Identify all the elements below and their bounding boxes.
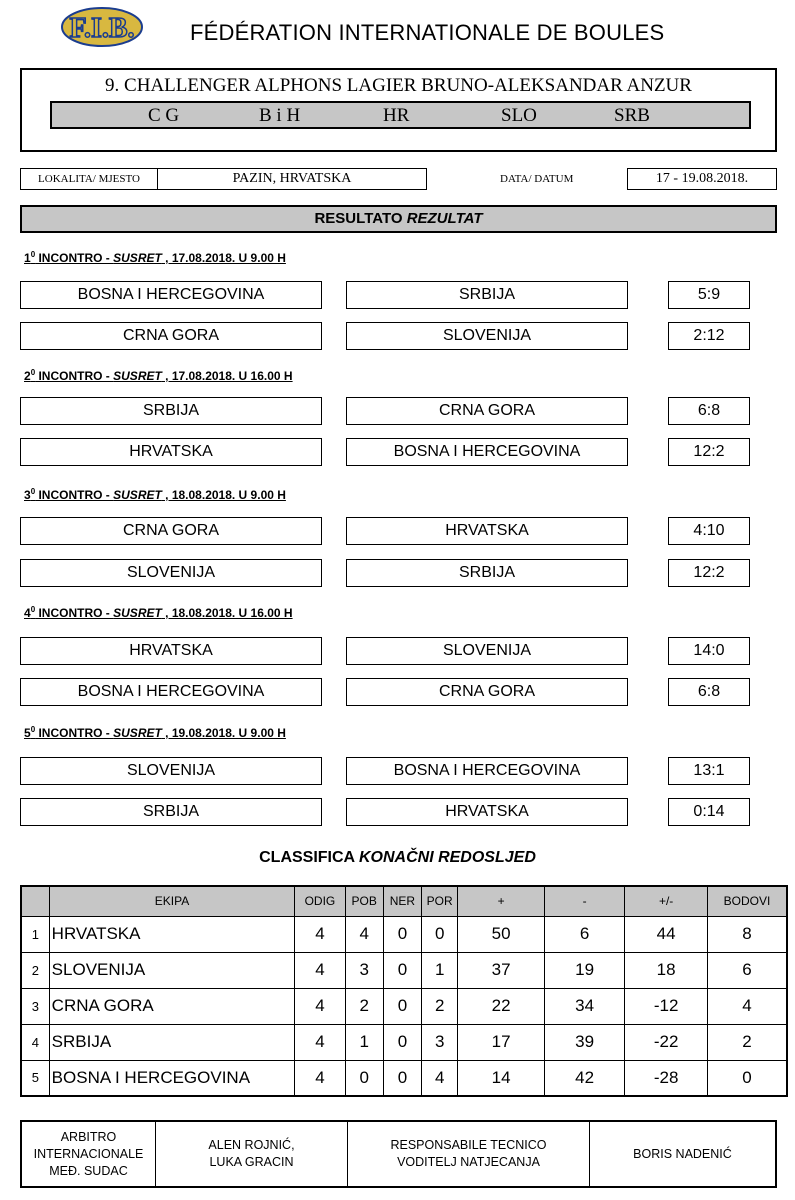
pob-cell: 4 xyxy=(345,916,383,952)
match-home-team: CRNA GORA xyxy=(20,322,322,350)
match-home-team: CRNA GORA xyxy=(20,517,322,545)
classifica-italic: KONAČNI REDOSLJED xyxy=(358,849,536,866)
match-away-team: BOSNA I HERCEGOVINA xyxy=(346,438,628,466)
responsabile-name: BORIS NADENIĆ xyxy=(633,1146,732,1161)
table-row xyxy=(21,1024,787,1060)
table-row xyxy=(21,988,787,1024)
round-italic: SUSRET xyxy=(113,606,162,620)
ner-cell: 0 xyxy=(383,916,421,952)
round-post: , 18.08.2018. U 9.00 H xyxy=(161,488,286,502)
match-away-team: SRBIJA xyxy=(346,281,628,309)
round-italic: SUSRET xyxy=(113,488,162,502)
table-row xyxy=(21,916,787,952)
round-sup: 0 xyxy=(30,725,36,734)
col-header-ekipa: EKIPA xyxy=(49,886,295,916)
bodovi-cell: 0 xyxy=(707,1060,787,1096)
por-cell: 1 xyxy=(422,952,458,988)
responsabile-line: VODITELJ NATJECANJA xyxy=(397,1155,540,1169)
match-home-team: SLOVENIJA xyxy=(20,559,322,587)
match-away-team: HRVATSKA xyxy=(346,798,628,826)
round-pre: INCONTRO - xyxy=(35,251,114,265)
federation-title: FÉDÉRATION INTERNATIONALE DE BOULES xyxy=(190,20,665,45)
diff-cell: 18 xyxy=(625,952,708,988)
col-header-rank xyxy=(21,886,49,916)
match-score: 4:10 xyxy=(668,517,750,545)
diff-cell: -12 xyxy=(625,988,708,1024)
bodovi-cell: 8 xyxy=(707,916,787,952)
round-post: , 18.08.2018. U 16.00 H xyxy=(161,606,293,620)
match-away-team: BOSNA I HERCEGOVINA xyxy=(346,757,628,785)
ner-cell: 0 xyxy=(383,952,421,988)
plus-cell: 22 xyxy=(458,988,545,1024)
arbitro-line: ARBITRO xyxy=(60,1129,117,1144)
match-away-team: SLOVENIJA xyxy=(346,637,628,665)
arbitro-label xyxy=(22,1122,156,1186)
table-row xyxy=(21,952,787,988)
match-home-team: SRBIJA xyxy=(20,798,322,826)
match-home-team: HRVATSKA xyxy=(20,637,322,665)
diff-cell: -28 xyxy=(625,1060,708,1096)
result-header-normal: RESULTATO xyxy=(314,210,407,227)
col-header-minus: - xyxy=(544,886,625,916)
classifica-title xyxy=(0,849,795,867)
round-label-2 xyxy=(24,368,293,383)
bodovi-cell: 6 xyxy=(707,952,787,988)
team-cell: HRVATSKA xyxy=(49,916,295,952)
diff-cell: 44 xyxy=(625,916,708,952)
odig-cell: 4 xyxy=(295,952,345,988)
minus-cell: 39 xyxy=(544,1024,625,1060)
round-num: 4 xyxy=(24,606,31,620)
round-italic: SUSRET xyxy=(113,251,162,265)
match-home-team: SRBIJA xyxy=(20,397,322,425)
bodovi-cell: 4 xyxy=(707,988,787,1024)
match-away-team: SLOVENIJA xyxy=(346,322,628,350)
result-header-italic: REZULTAT xyxy=(406,210,483,227)
match-away-team: HRVATSKA xyxy=(346,517,628,545)
odig-cell: 4 xyxy=(295,988,345,1024)
col-header-ner: NER xyxy=(383,886,421,916)
pob-cell: 0 xyxy=(345,1060,383,1096)
rank-cell: 4 xyxy=(21,1024,49,1060)
round-pre: INCONTRO - xyxy=(35,606,114,620)
standings-header-row xyxy=(21,886,787,916)
match-score: 6:8 xyxy=(668,678,750,706)
bodovi-cell: 2 xyxy=(707,1024,787,1060)
rank-cell: 3 xyxy=(21,988,49,1024)
ner-cell: 0 xyxy=(383,988,421,1024)
event-title: 9. CHALLENGER ALPHONS LAGIER BRUNO-ALEKSANDAR ANZUR xyxy=(105,75,692,96)
col-header-pob: POB xyxy=(345,886,383,916)
rank-cell: 5 xyxy=(21,1060,49,1096)
round-num: 2 xyxy=(24,369,31,383)
location-label: LOKALITA/ MJESTO xyxy=(20,168,158,190)
classifica-normal: CLASSIFICA xyxy=(259,849,359,866)
round-post: , 17.08.2018. U 16.00 H xyxy=(161,369,293,383)
arbitro-name: LUKA GRACIN xyxy=(209,1155,294,1169)
por-cell: 0 xyxy=(422,916,458,952)
round-label-3 xyxy=(24,487,286,502)
country-slo: SLO xyxy=(501,105,537,126)
date-label: DATA/ DATUM xyxy=(500,173,574,185)
odig-cell: 4 xyxy=(295,1024,345,1060)
match-score: 0:14 xyxy=(668,798,750,826)
event-frame xyxy=(20,68,777,152)
match-away-team: CRNA GORA xyxy=(346,678,628,706)
match-score: 12:2 xyxy=(668,438,750,466)
ner-cell: 0 xyxy=(383,1060,421,1096)
match-score: 6:8 xyxy=(668,397,750,425)
country-bih: B i H xyxy=(259,105,301,126)
minus-cell: 19 xyxy=(544,952,625,988)
match-score: 13:1 xyxy=(668,757,750,785)
team-cell: SLOVENIJA xyxy=(49,952,295,988)
arbitro-name: ALEN ROJNIĆ, xyxy=(208,1138,295,1152)
col-header-plus: + xyxy=(458,886,545,916)
por-cell: 4 xyxy=(422,1060,458,1096)
responsabile-label xyxy=(348,1122,590,1186)
country-srb: SRB xyxy=(614,105,650,126)
diff-cell: -22 xyxy=(625,1024,708,1060)
minus-cell: 42 xyxy=(544,1060,625,1096)
round-label-4 xyxy=(24,605,293,620)
round-sup: 0 xyxy=(30,487,36,496)
match-home-team: BOSNA I HERCEGOVINA xyxy=(20,281,322,309)
plus-cell: 14 xyxy=(458,1060,545,1096)
match-home-team: SLOVENIJA xyxy=(20,757,322,785)
pob-cell: 1 xyxy=(345,1024,383,1060)
round-post: , 19.08.2018. U 9.00 H xyxy=(161,726,286,740)
arbitro-names xyxy=(156,1122,348,1186)
match-score: 12:2 xyxy=(668,559,750,587)
match-home-team: BOSNA I HERCEGOVINA xyxy=(20,678,322,706)
ner-cell: 0 xyxy=(383,1024,421,1060)
odig-cell: 4 xyxy=(295,1060,345,1096)
minus-cell: 6 xyxy=(544,916,625,952)
pob-cell: 2 xyxy=(345,988,383,1024)
countries-bar xyxy=(50,101,751,129)
match-score: 14:0 xyxy=(668,637,750,665)
round-num: 1 xyxy=(24,251,31,265)
round-pre: INCONTRO - xyxy=(35,369,114,383)
round-italic: SUSRET xyxy=(113,369,162,383)
col-header-diff: +/- xyxy=(625,886,708,916)
round-sup: 0 xyxy=(30,605,36,614)
minus-cell: 34 xyxy=(544,988,625,1024)
col-header-bodovi: BODOVI xyxy=(707,886,787,916)
round-label-5 xyxy=(24,725,286,740)
standings-table xyxy=(20,885,788,1097)
team-cell: SRBIJA xyxy=(49,1024,295,1060)
round-italic: SUSRET xyxy=(113,726,162,740)
match-score: 5:9 xyxy=(668,281,750,309)
arbitro-line: INTERNACIONALE xyxy=(33,1146,144,1161)
round-pre: INCONTRO - xyxy=(35,488,114,502)
match-home-team: HRVATSKA xyxy=(20,438,322,466)
odig-cell: 4 xyxy=(295,916,345,952)
col-header-por: POR xyxy=(422,886,458,916)
responsabile-line: RESPONSABILE TECNICO xyxy=(390,1138,547,1152)
country-cg: C G xyxy=(148,105,180,126)
por-cell: 2 xyxy=(422,988,458,1024)
team-cell: CRNA GORA xyxy=(49,988,295,1024)
plus-cell: 17 xyxy=(458,1024,545,1060)
plus-cell: 50 xyxy=(458,916,545,952)
round-label-1 xyxy=(24,250,286,265)
rank-cell: 1 xyxy=(21,916,49,952)
officials-footer xyxy=(20,1120,777,1188)
match-score: 2:12 xyxy=(668,322,750,350)
team-cell: BOSNA I HERCEGOVINA xyxy=(49,1060,295,1096)
plus-cell: 37 xyxy=(458,952,545,988)
location-value: PAZIN, HRVATSKA xyxy=(157,168,427,190)
pob-cell: 3 xyxy=(345,952,383,988)
logo-text: F.I.B. xyxy=(69,13,135,44)
round-sup: 0 xyxy=(30,250,36,259)
table-row xyxy=(21,1060,787,1096)
round-post: , 17.08.2018. U 9.00 H xyxy=(161,251,286,265)
rank-cell: 2 xyxy=(21,952,49,988)
por-cell: 3 xyxy=(422,1024,458,1060)
match-away-team: SRBIJA xyxy=(346,559,628,587)
match-away-team: CRNA GORA xyxy=(346,397,628,425)
result-header xyxy=(20,205,777,233)
round-sup: 0 xyxy=(30,368,36,377)
round-num: 3 xyxy=(24,488,31,502)
col-header-odig: ODIG xyxy=(295,886,345,916)
round-pre: INCONTRO - xyxy=(35,726,114,740)
country-hr: HR xyxy=(383,105,410,126)
arbitro-line: MEĐ. SUDAC xyxy=(49,1163,128,1178)
round-num: 5 xyxy=(24,726,31,740)
fib-logo xyxy=(58,5,148,49)
date-value: 17 - 19.08.2018. xyxy=(627,168,777,190)
